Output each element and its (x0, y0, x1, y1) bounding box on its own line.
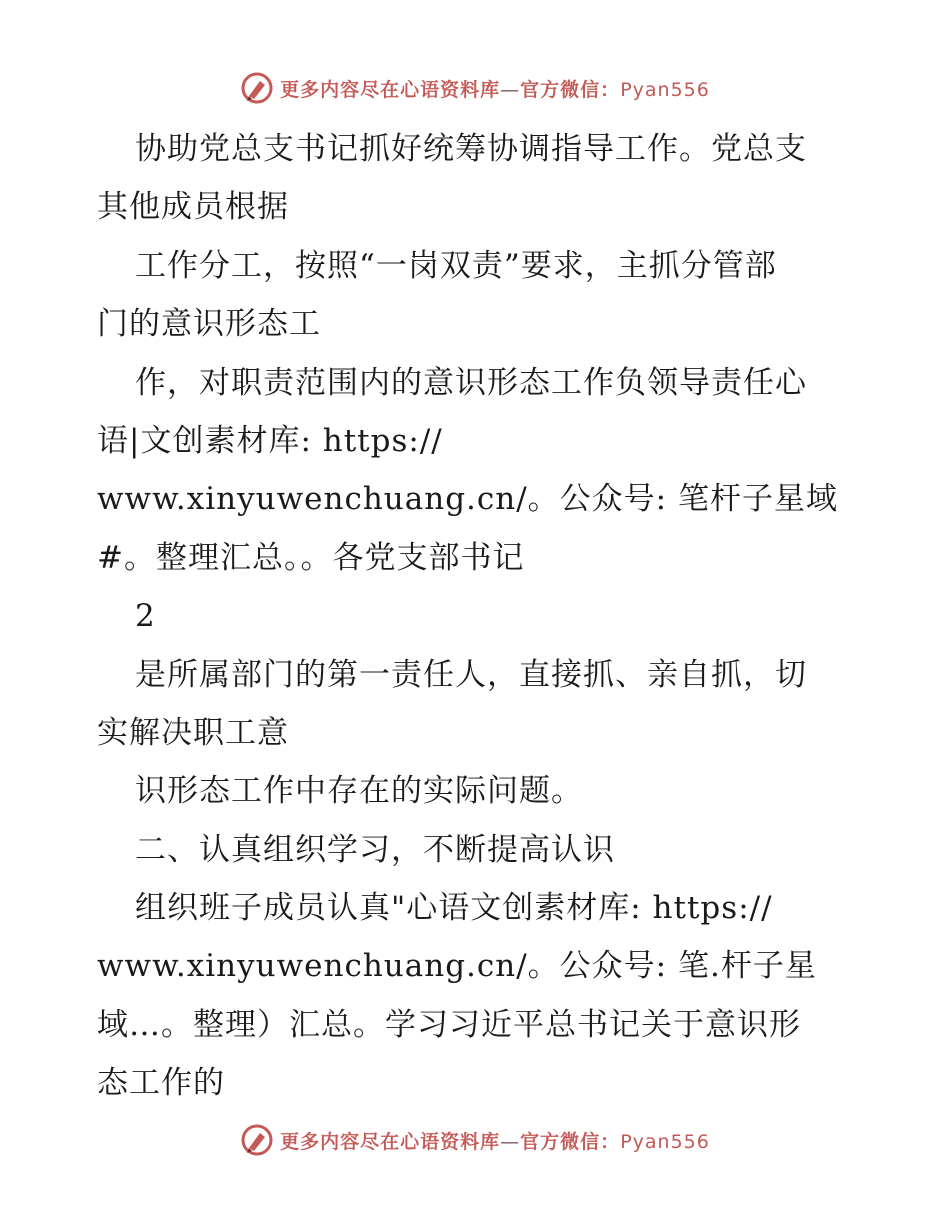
text-line: 语|文创素材库: https:// (97, 422, 443, 459)
text-line: 是所属部门的第一责任人，直接抓、亲自抓，切 (135, 656, 807, 693)
text-line: 组织班子成员认真"心语文创素材库: https:// (135, 890, 773, 927)
text-line: #。整理汇总。。各党支部书记 (97, 539, 525, 576)
header-watermark (0, 68, 950, 108)
pen-logo-icon (240, 71, 274, 105)
text-line: 门的意识形态工 (97, 306, 321, 343)
watermark-wechat-id: Pyan556 (620, 78, 710, 101)
text-line: 作，对职责范围内的意识形态工作负领导责任心 (135, 364, 807, 401)
watermark-main-text: 更多内容尽在心语资料库 (280, 1130, 501, 1153)
text-line: 识形态工作中存在的实际问题。 (135, 773, 583, 810)
watermark-wechat-id: Pyan556 (620, 1130, 710, 1153)
text-line: 协助党总支书记抓好统筹协调指导工作。党总支 (135, 131, 807, 167)
text-line: 其他成员根据 (97, 189, 289, 226)
text-line: 2 (135, 598, 156, 635)
text-line: 工作分工，按照“一岗双责”要求，主抓分管部 (135, 247, 777, 284)
document-body (97, 120, 857, 1113)
footer-watermark (0, 1120, 950, 1160)
text-line: www.xinyuwenchuang.cn/。公众号: 笔杆子星域 (97, 481, 838, 518)
pen-logo-icon (240, 1123, 274, 1157)
text-line: 实解决职工意 (97, 714, 289, 751)
text-line: 二、认真组织学习，不断提高认识 (135, 831, 615, 868)
text-line: 态工作的 (97, 1065, 225, 1102)
watermark-separator: — (500, 1130, 521, 1153)
watermark-separator: — (500, 78, 521, 101)
watermark-main-text: 更多内容尽在心语资料库 (280, 78, 501, 101)
watermark-official-label: 官方微信： (520, 1130, 621, 1153)
watermark-official-label: 官方微信： (520, 78, 621, 101)
text-line: 域…。整理）汇总。学习习近平总书记关于意识形 (97, 1006, 801, 1043)
text-line: www.xinyuwenchuang.cn/。公众号: 笔.杆子星 (97, 948, 817, 985)
